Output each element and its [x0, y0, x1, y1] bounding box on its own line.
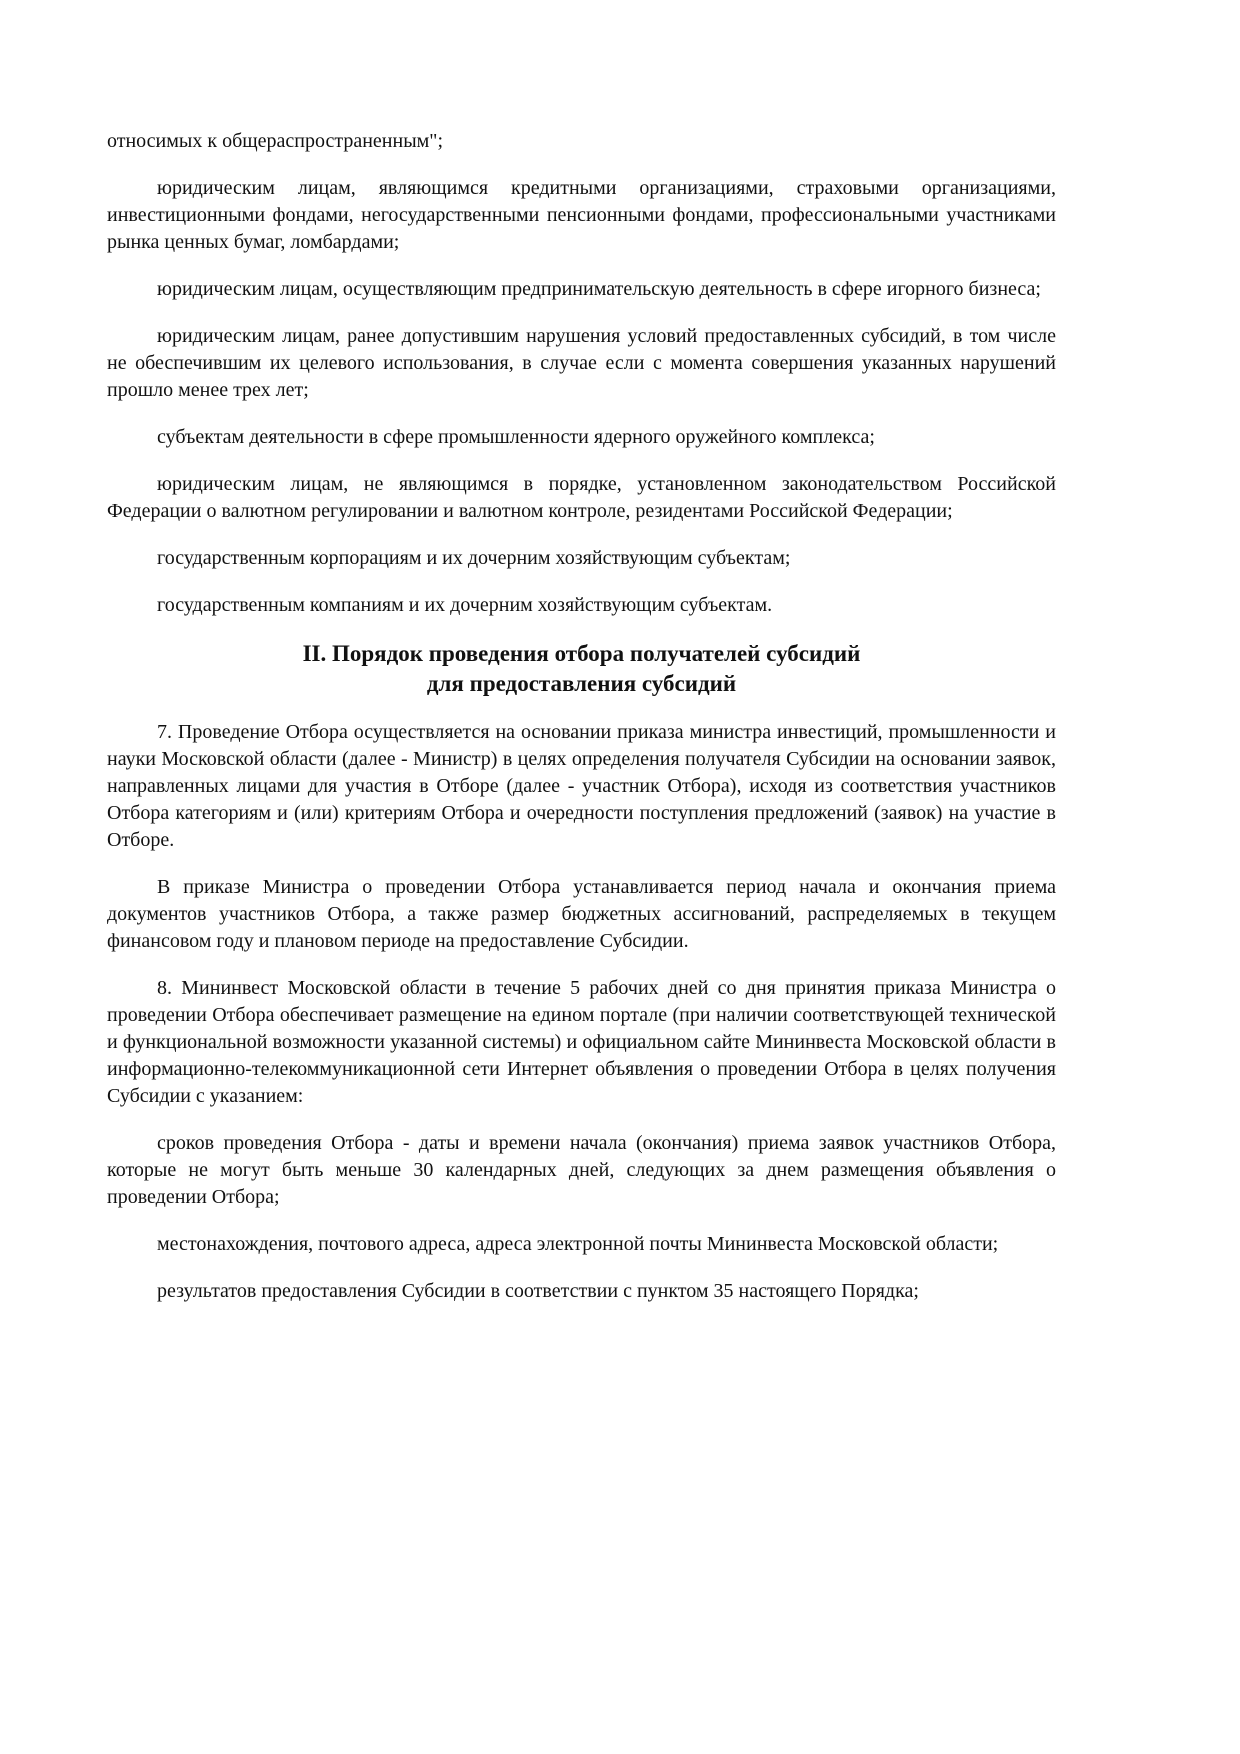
paragraph-selection-deadlines: сроков проведения Отбора - даты и времени начала (окончания) приема заявок участников Отбора, которые не могут быть меньше 30 календарных дней, следующих за днем размещения объявления о проведении Отбора; [107, 1132, 1056, 1208]
paragraph-non-residents: юридическим лицам, не являющимся в порядке, установленном законодательством Российской Федерации о валютном регулировании и валютном контроле, резидентами Российской Федерации; [107, 473, 1056, 522]
paragraph-continuation: относимых к общераспространенным"; [107, 130, 444, 152]
section-heading-line-1: II. Порядок проведения отбора получателей субсидий [302, 641, 861, 666]
paragraph-nuclear-complex: субъектам деятельности в сфере промышленности ядерного оружейного комплекса; [157, 426, 875, 448]
paragraph-gambling-business: юридическим лицам, осуществляющим предпринимательскую деятельность в сфере игорного бизнеса; [157, 278, 1041, 300]
paragraph-item-8: 8. Мининвест Московской области в течение 5 рабочих дней со дня принятия приказа Министра о проведении Отбора обеспечивает размещение на едином портале (при наличии соответствующей технической и функциональной возможности указанной системы) и официальном сайте Мининвеста Московской области в информационно-телекоммуникационной сети Интернет объявления о проведении Отбора в целях получения Субсидии с указанием: [107, 977, 1056, 1107]
paragraph-state-corporations: государственным корпорациям и их дочерним хозяйствующим субъектам; [157, 547, 791, 569]
paragraph-state-companies: государственным компаниям и их дочерним хозяйствующим субъектам. [157, 594, 773, 616]
paragraph-item-7: 7. Проведение Отбора осуществляется на основании приказа министра инвестиций, промышленности и науки Московской области (далее - Министр) в целях определения получателя Субсидии на основании заявок, направленных лицами для участия в Отборе (далее - участник Отбора), исходя из соответствия участников Отбора категориям и (или) критериям Отбора и очередности поступления предложений (заявок) на участие в Отборе. [107, 721, 1056, 851]
paragraph-location-address: местонахождения, почтового адреса, адреса электронной почты Мининвеста Московской области; [157, 1233, 999, 1255]
section-heading-line-2: для предоставления субсидий [426, 671, 737, 696]
paragraph-subsidy-results: результатов предоставления Субсидии в соответствии с пунктом 35 настоящего Порядка; [157, 1280, 919, 1302]
section-heading [107, 639, 1056, 699]
paragraph-credit-organizations: юридическим лицам, являющимся кредитными организациями, страховыми организациями, инвестиционными фондами, негосударственными пенсионными фондами, профессиональными участниками рынка ценных бумаг, ломбардами; [107, 177, 1056, 253]
paragraph-minister-order: В приказе Министра о проведении Отбора устанавливается период начала и окончания приема документов участников Отбора, а также размер бюджетных ассигнований, распределяемых в текущем финансовом году и плановом периоде на предоставление Субсидии. [107, 876, 1056, 952]
paragraph-prior-violations: юридическим лицам, ранее допустившим нарушения условий предоставленных субсидий, в том числе не обеспечившим их целевого использования, в случае если с момента совершения указанных нарушений прошло менее трех лет; [107, 325, 1056, 401]
document-page [107, 128, 1056, 1325]
